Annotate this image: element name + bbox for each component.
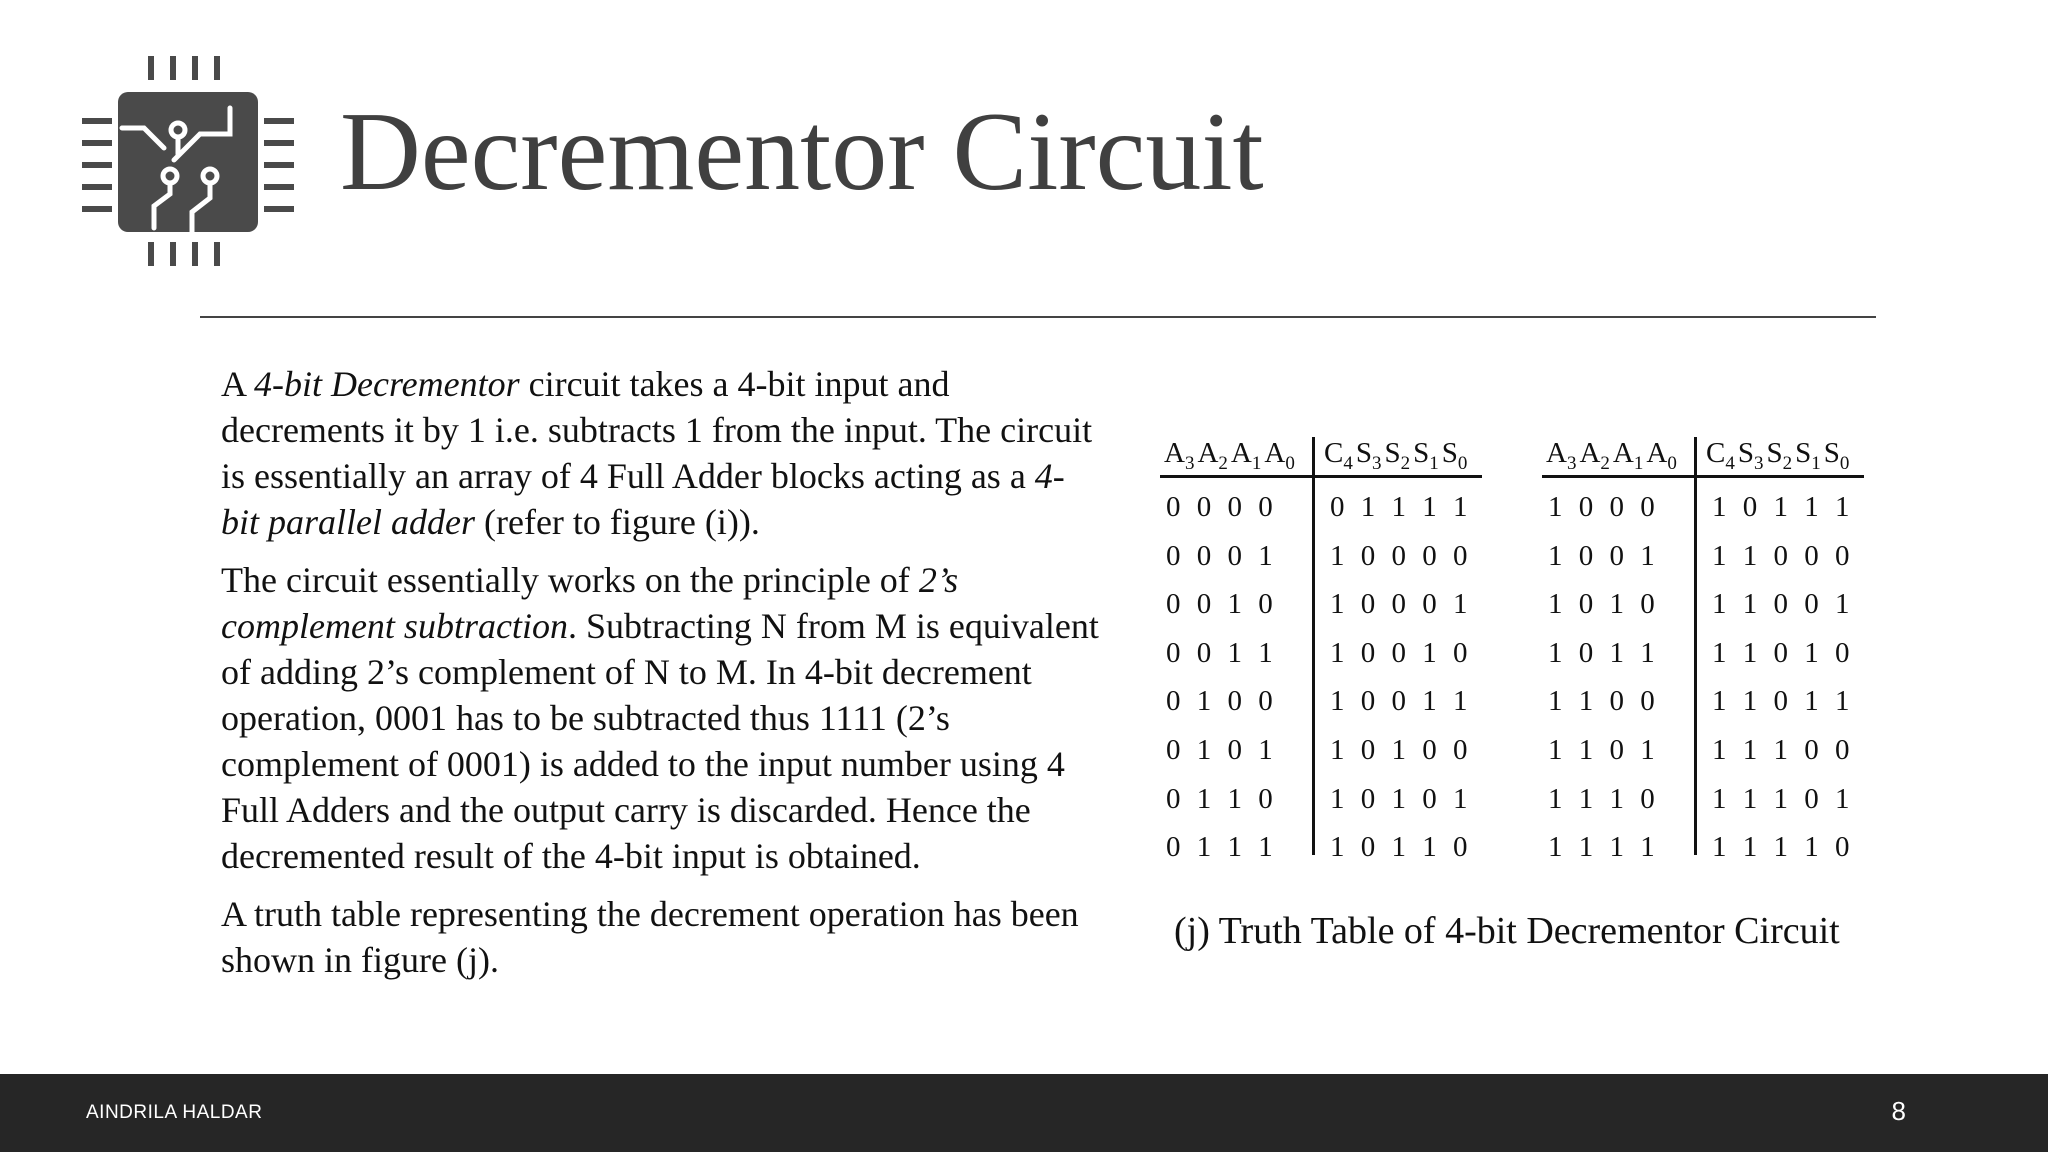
header-variable	[1441, 437, 1468, 474]
truth-table-output-cell: 1 0 1 1 0	[1330, 831, 1468, 864]
header-letter: A	[1230, 437, 1252, 469]
header-variable	[1646, 437, 1677, 474]
header-subscript: 0	[1839, 452, 1850, 474]
header-subscript: 1	[1633, 452, 1644, 474]
column-separator	[1312, 437, 1315, 855]
header-underline	[1542, 475, 1864, 478]
truth-table-input-cell: 1 1 1 0	[1548, 782, 1655, 815]
header-letter: S	[1413, 437, 1430, 469]
header-variable	[1324, 437, 1353, 474]
header-subscript: 2	[1782, 452, 1793, 474]
header-letter: S	[1384, 437, 1401, 469]
header-subscript: 1	[1429, 452, 1439, 474]
truth-table-input-cell: 1 1 0 0	[1548, 685, 1655, 718]
truth-table-output-cell: 1 0 0 0 0	[1330, 539, 1468, 572]
page-number: 8	[1891, 1096, 1906, 1126]
truth-table-input-cell: 0 1 0 1	[1166, 734, 1273, 766]
header-letter: S	[1441, 437, 1458, 469]
truth-table-output-cell: 1 1 0 1 1	[1712, 685, 1850, 718]
header-variable	[1706, 437, 1735, 474]
header-variable	[1823, 437, 1850, 474]
truth-table-output-cell: 1 1 0 0 1	[1712, 588, 1850, 621]
truth-table-input-cell: 0 1 0 0	[1166, 685, 1273, 718]
header-letter: A	[1646, 437, 1668, 469]
header-variable	[1355, 437, 1382, 474]
truth-table-output-cell: 1 1 0 0 0	[1712, 539, 1850, 572]
truth-table-input-cell: 0 1 1 0	[1166, 782, 1273, 815]
body-paragraph	[221, 557, 1101, 879]
text-run: . Subtracting N from M is equivalent of adding 2’s complement of N to M. In 4-bit decrement operation, 0001 has to be subtracted thus 1111 (2’s complement of 0001) is added to the input number using 4 Full Adders and the output carry is discarded. Hence the decremented result of the 4-bit input is obtained.	[221, 606, 1099, 876]
truth-table-input-cell: 1 1 0 1	[1548, 734, 1655, 766]
truth-table-input-cell: 0 0 1 1	[1166, 636, 1273, 669]
header-subscript: 1	[1251, 452, 1262, 474]
header-subscript: 2	[1400, 452, 1411, 474]
header-subscript: 3	[1753, 452, 1764, 474]
truth-table-right	[1542, 433, 1874, 864]
emphasis-text: 2’s complement subtraction	[221, 560, 959, 646]
header-underline	[1160, 475, 1482, 478]
truth-table-output-cell: 1 1 1 0 0	[1712, 734, 1850, 766]
truth-table-input-cell: 0 0 0 0	[1166, 491, 1273, 523]
truth-table-input-cell: 1 0 0 1	[1548, 539, 1655, 572]
header-letter: S	[1766, 437, 1783, 469]
truth-table-input-cell: 1 1 1 1	[1548, 831, 1655, 864]
body-text	[221, 361, 1101, 995]
header-subscript: 3	[1371, 452, 1382, 474]
footer-author: AINDRILA HALDAR	[86, 1102, 263, 1123]
truth-table-output-cell: 1 0 1 1 1	[1712, 491, 1850, 523]
slide-title: Decrementor Circuit	[340, 90, 1264, 214]
circuit-chip-icon	[82, 56, 294, 268]
header-variable	[1197, 437, 1228, 474]
text-run: circuit takes a 4-bit input and decrements it by 1 i.e. subtracts 1 from the input. The circuit is essentially an array of 4 Full Adder blocks acting as a	[221, 364, 1093, 496]
header-subscript: 4	[1725, 452, 1735, 474]
truth-table-output-cell: 1 1 1 1 0	[1712, 831, 1850, 864]
header-letter: S	[1795, 437, 1812, 469]
header-letter: C	[1706, 437, 1726, 469]
truth-table-output-cell: 1 0 0 1 1	[1330, 685, 1468, 718]
header-variable	[1795, 437, 1821, 474]
truth-table-input-cell: 0 1 1 1	[1166, 831, 1273, 864]
header-letter: S	[1737, 437, 1754, 469]
text-run: The circuit essentially works on the principle of	[221, 560, 919, 600]
header-subscript: 2	[1218, 452, 1228, 474]
truth-table-output-cell: 1 1 0 1 0	[1712, 636, 1850, 669]
truth-table-output-cell: 1 1 1 0 1	[1712, 782, 1850, 815]
header-letter: A	[1264, 437, 1286, 469]
header-letter: A	[1546, 437, 1567, 469]
header-variable	[1579, 437, 1610, 474]
header-subscript: 0	[1667, 452, 1677, 474]
header-variable	[1413, 437, 1439, 474]
header-letter: A	[1579, 437, 1601, 469]
header-variable	[1164, 437, 1195, 474]
header-subscript: 0	[1285, 452, 1295, 474]
header-variable	[1737, 437, 1764, 474]
header-subscript: 1	[1811, 452, 1821, 474]
emphasis-text: 4-bit parallel adder	[221, 456, 1065, 542]
truth-table-input-cell: 0 0 0 1	[1166, 539, 1273, 572]
truth-table-left	[1160, 433, 1492, 864]
text-run: A truth table representing the decrement operation has been shown in figure (j).	[221, 894, 1079, 980]
truth-table-output-cell: 1 0 0 1 0	[1330, 636, 1468, 669]
header-subscript: 2	[1600, 452, 1610, 474]
body-paragraph	[221, 361, 1101, 545]
truth-table-output-cell: 0 1 1 1 1	[1330, 491, 1468, 523]
header-letter: S	[1355, 437, 1372, 469]
truth-table-output-cell: 1 0 1 0 1	[1330, 782, 1468, 815]
truth-table-input-cell: 1 0 0 0	[1548, 491, 1655, 523]
truth-table-output-cell: 1 0 0 0 1	[1330, 588, 1468, 621]
header-letter: A	[1612, 437, 1634, 469]
footer-bar	[0, 1074, 2048, 1152]
column-separator	[1694, 437, 1697, 855]
text-run: (refer to figure (i)).	[475, 502, 760, 542]
header-subscript: 4	[1343, 452, 1353, 474]
header-variable	[1546, 437, 1577, 474]
header-subscript: 0	[1457, 452, 1468, 474]
truth-table-input-cell: 1 0 1 1	[1548, 636, 1655, 669]
body-paragraph	[221, 891, 1101, 983]
header-variable	[1766, 437, 1793, 474]
truth-table-input-cell: 0 0 1 0	[1166, 588, 1273, 621]
header-letter: A	[1164, 437, 1185, 469]
truth-table-input-cell: 1 0 1 0	[1548, 588, 1655, 621]
header-letter: A	[1197, 437, 1219, 469]
truth-table-output-cell: 1 0 1 0 0	[1330, 734, 1468, 766]
header-variable	[1230, 437, 1262, 474]
header-letter: C	[1324, 437, 1344, 469]
header-variable	[1612, 437, 1644, 474]
header-subscript: 3	[1566, 452, 1577, 474]
header-subscript: 3	[1184, 452, 1195, 474]
emphasis-text: 4-bit Decrementor	[254, 364, 520, 404]
header-variable	[1384, 437, 1411, 474]
text-run: A	[221, 364, 255, 404]
header-letter: S	[1823, 437, 1840, 469]
title-divider	[200, 316, 1876, 318]
header-variable	[1264, 437, 1295, 474]
figure-caption: (j) Truth Table of 4-bit Decrementor Circuit	[1174, 910, 1840, 952]
